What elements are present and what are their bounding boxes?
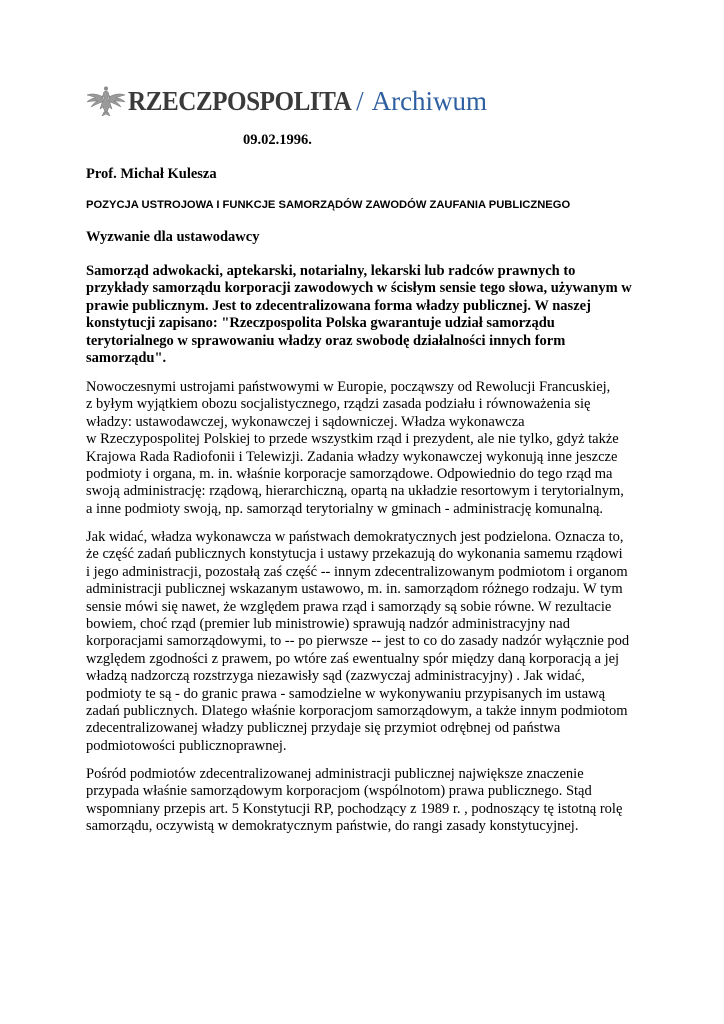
- article-date: 09.02.1996.: [243, 132, 312, 148]
- body-paragraph-3: [86, 766, 646, 836]
- lead-line: terytorialnego w sprawowaniu władzy oraz swobodę działalności innych form: [86, 332, 566, 349]
- body-line: podmioty i organa, m. in. właśnie korporacje samorządowe. Odpowiednio do tego rząd ma: [86, 466, 613, 483]
- body-line: Nowoczesnymi ustrojami państwowymi w Europie, począwszy od Rewolucji Francuskiej,: [86, 379, 611, 395]
- body-line: a inne podmioty swoją, np. samorząd terytorialny w gminach - administrację komunalną.: [86, 500, 604, 517]
- lead-line: konstytucji zapisano: "Rzeczpospolita Polska gwarantuje udział samorządu: [86, 315, 555, 332]
- body-line: zdecentralizowanej władzy publicznej przydaje się przymiot odrębnej od państwa: [86, 720, 561, 737]
- lead-line: prawie publicznym. Jest to zdecentralizowana forma władzy publicznej. W naszej: [86, 297, 591, 314]
- article-headline: Wyzwanie dla ustawodawcy: [86, 229, 260, 245]
- body-line: wspomniany przepis art. 5 Konstytucji RP, pochodzący z 1989 r. , podnoszący tę istotną rolę: [86, 800, 623, 817]
- body-line: sensie mówi się nawet, że względem prawa rząd i samorządy są sobie równe. W rezultacie: [86, 598, 612, 615]
- body-line: władzy: ustawodawczej, wykonawczej i sądowniczej. Władza wykonawcza: [86, 413, 525, 430]
- eagle-icon: [86, 85, 126, 117]
- body-line: w Rzeczypospolitej Polskiej to przede wszystkim rząd i prezydent, ale nie tylko, gdyż także: [86, 431, 619, 448]
- body-line: zadań publicznych. Dlatego właśnie korporacjom samorządowym, a także innym podmiotom: [86, 703, 628, 720]
- body-paragraph-2: [86, 529, 646, 755]
- archive-label: Archiwum: [371, 85, 488, 116]
- lead-line: samorządu".: [86, 350, 167, 367]
- brand-name: RZECZPOSPOLITA: [128, 85, 352, 116]
- section-title: POZYCJA USTROJOWA I FUNKCJE SAMORZĄDÓW ZAWODÓW ZAUFANIA PUBLICZNEGO: [86, 199, 571, 211]
- body-line: i jego administracji, pozostałą zaś część -- innym zdecentralizowanym podmiotom i organom: [86, 563, 628, 580]
- body-line: że część zadań publicznych konstytucja i ustawy przekazują do wykonania samemu rządowi: [86, 546, 623, 563]
- body-line: swoją administrację: rządową, hierarchiczną, opartą na układzie resortowym i terytorialnym,: [86, 483, 624, 500]
- body-line: z byłym wyjątkiem obozu socjalistycznego, rządzi zasada podziału i równoważenia się: [86, 396, 591, 413]
- body-line: podmioty te są - do granic prawa - samodzielne w wykonywaniu przypisanych im ustawą: [86, 685, 606, 702]
- lead-line: Samorząd adwokacki, aptekarski, notarialny, lekarski lub radców prawnych to: [86, 263, 576, 279]
- body-line: bowiem, choć rząd (premier lub ministrowie) sprawują nadzór administracyjny nad: [86, 616, 570, 633]
- body-line: korporacjami samorządowymi, to -- po pierwsze -- jest to co do zasady nadzór wyłącznie pod: [86, 633, 630, 650]
- body-line: samorządu, oczywistą w demokratycznym państwie, do rangi zasady konstytucyjnej.: [86, 818, 579, 835]
- body-line: Jak widać, władza wykonawcza w państwach demokratycznych jest podzielona. Oznacza to,: [86, 529, 624, 545]
- body-line: władzą nadzorczą rozstrzyga niezawisły sąd (zazwyczaj administracyjny) . Jak widać,: [86, 668, 585, 685]
- article-author: Prof. Michał Kulesza: [86, 166, 217, 182]
- lead-line: przykłady samorządu korporacji zawodowych w ścisłym sensie tego słowa, używanym w: [86, 280, 632, 297]
- body-line: administracji publicznej wskazanym ustawowo, m. in. samorządom różnego rodzaju. W tym: [86, 581, 623, 598]
- body-line: przypada właśnie samorządowym korporacjom (wspólnotom) prawa publicznego. Stąd: [86, 783, 592, 800]
- brand-separator: /: [356, 85, 364, 116]
- body-line: podmiotowości publicznoprawnej.: [86, 737, 287, 754]
- body-line: Pośród podmiotów zdecentralizowanej administracji publicznej największe znaczenie: [86, 766, 584, 782]
- body-line: Krajowa Rada Radiofonii i Telewizji. Zadania władzy wykonawczej wykonują inne jeszcze: [86, 448, 618, 465]
- body-line: względem zgodności z prawem, po wtóre zaś ewentualny spór między daną korporacją a jej: [86, 650, 620, 667]
- article-lead: [86, 263, 646, 367]
- body-paragraph-1: [86, 379, 646, 518]
- masthead: [86, 84, 487, 118]
